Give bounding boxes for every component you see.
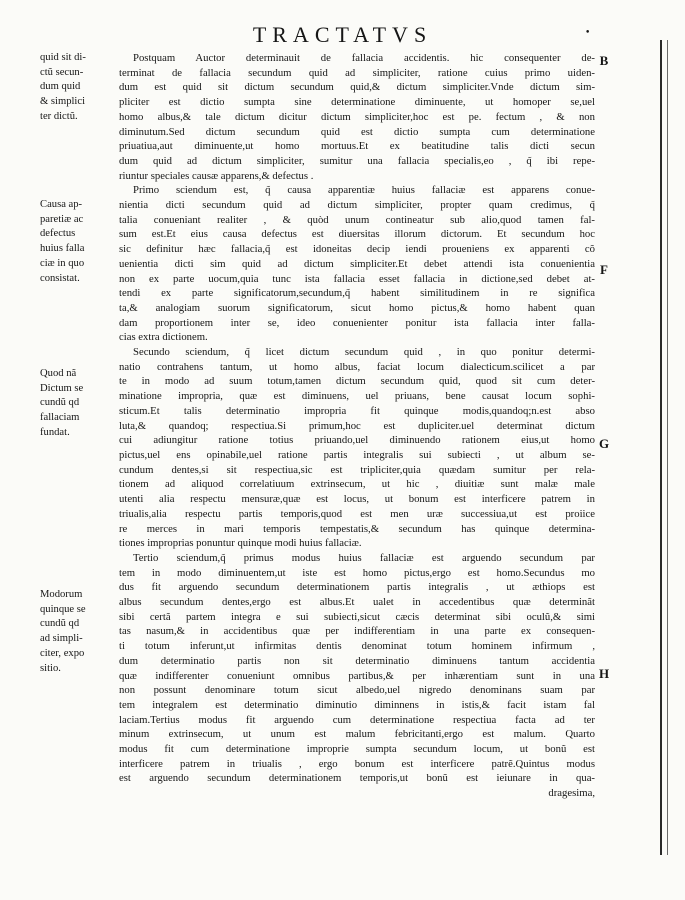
text-line: homo albus,& tale dictum dicitur dictum simpliciter,hoc est pe. fectum , & non <box>119 110 595 123</box>
text-line: pliciter est dictio sumpta sine determinatione diminuente, ut homoper se,uel <box>119 96 595 109</box>
text-line: tendi ex parte significatorum,secundum,q̃ habent similitudinem in re significa <box>119 287 595 300</box>
text-line: sic definitur hæc fallacia,q̃ est idoneitas decip iendi proueniens ex apparenti cõ <box>119 243 595 256</box>
marginal-line: ciæ in quo <box>40 257 85 269</box>
text-line: nientia dicti secundum quid ad dictum simpliciter, propter quam credimus, q̃ <box>119 199 595 212</box>
text-line: minum extrinsecum, ut unum est malum febricitanti,ergo est malum. Quarto <box>119 728 595 741</box>
text-line: talia conueniant realiter , & quòd unum contineatur sub alio,quod tamen fal- <box>119 213 595 226</box>
marginal-line: quid sit di- <box>40 52 86 63</box>
text-line: riuntur speciales causæ apparens,& defectus . <box>119 169 314 182</box>
text-line: cias extra dictionem. <box>119 331 208 344</box>
text-line: pictus,uel ens opinabile,uel ratione partis integralis sui subiecti , ut album se- <box>119 448 595 461</box>
gutter-rule <box>667 40 668 855</box>
text-line: modus fit cum determinatione improprie sumpta secundum locum, ut bonũ est <box>119 743 595 756</box>
text-line: terminat de fallacia secundum quid ad simpliciter, ratione cuius primo uiden- <box>119 66 595 79</box>
text-line: ta,& analogiam suorum significatorum, sicut homo pictus,& homo habent quan <box>119 301 595 314</box>
text-line: dum est quid sit dictum secundum quid,& dictum simpliciter.Vnde dictum sim- <box>119 81 595 94</box>
text-line: non possunt denominare totum sicut albedo,uel nigredo denominans suam par <box>119 684 595 697</box>
marginal-line: defectus <box>40 228 76 240</box>
text-line: diminutum.Sed dictum secundum quid est dictio sumpta cum determinatione <box>119 125 595 138</box>
text-line: cui adiungitur ratione totius priuando,uel diminuendo rationem eius,ut homo <box>119 434 595 447</box>
text-line: laciam.Tertius modus fit arguendo cum determinatione respectiua facta ad ter <box>119 713 595 726</box>
marginal-line: fallaciam <box>40 412 80 424</box>
text-line: sibi certã partem integra e sui subiecti,sicut cæcis determinat sibi oculũ,& simi <box>119 610 595 623</box>
text-line: albus secundum dentes,ergo est albus.Et ualet in accedentibus quæ determinãt <box>119 596 595 609</box>
marginal-line: ad simpli- <box>40 633 83 645</box>
marginal-line: & simplici <box>40 96 86 108</box>
marginal-line: ctũ secun- <box>40 66 84 78</box>
marginal-line: quinque se <box>40 603 86 615</box>
marginal-note-1 <box>40 51 122 125</box>
marginal-line: consistat. <box>40 272 80 284</box>
main-text <box>119 51 595 801</box>
text-line: te in modo ad suum totum,tamen dictum secundum quid, quod sit cum deter- <box>119 375 595 388</box>
marginal-line: paretiæ ac <box>40 213 84 225</box>
text-line: utenti alia respectu mensuræ,quæ est locus, ut bonum est interficere patrem in <box>119 493 595 506</box>
section-letter-f: F <box>600 262 608 277</box>
text-line: tionem ad aliquod correlatiuum extrinsecum, ut hic , diuitiæ sunt malæ male <box>119 478 595 491</box>
text-line: ti totum inferunt,ut infirmitas dentis denominat totum hominem infirmum , <box>119 640 595 653</box>
marginal-line: Dictum se <box>40 382 84 394</box>
text-line: dum determinatio partis non sit determinatio diminuens tantum accidentia <box>119 654 595 667</box>
text-line: dam proportionem inter se, ideo conuenienter ponitur ista fallacia inter falla- <box>119 316 595 329</box>
text-line: uenientia dicti sim quid ad dictum simpliciter.Et debet attendi ista conuenientia <box>119 257 595 270</box>
text-line: sum est.Et eius causa defectus est diuersitas illorum dictorum. Et secundum hoc <box>119 228 595 241</box>
text-line: tem integralem est determinatio diminutio diminnens in istis,& facit istam fal <box>119 698 595 711</box>
marginal-note-4 <box>40 588 122 676</box>
marginal-line: sitio. <box>40 662 61 674</box>
text-line: dus fit arguendo secundum determinationem partis integralis , ut æthiops est <box>119 581 595 594</box>
text-line: quæ indifferenter conueniunt omnibus partibus,& per inhærentiam sunt in una <box>119 669 595 682</box>
marginal-line: cundũ qd <box>40 397 80 409</box>
marginal-line: citer, expo <box>40 647 85 659</box>
text-line: cundum dentes,si sit respectiua,sic est tripliciter,quia quædam sumitur per rela- <box>119 463 595 476</box>
marginal-line: Quod nã <box>40 368 77 379</box>
text-line: Secundo sciendum, q̃ licet dictum secundum quid , in quo ponitur determi- <box>133 346 595 359</box>
text-line: Primo sciendum est, q̃ causa apparentiæ huius fallaciæ est apparens conue- <box>133 184 595 197</box>
marginal-line: huius falla <box>40 243 85 255</box>
marginal-note-2 <box>40 198 122 286</box>
text-line: est arguendo secundum determinationem temporis,ut bonũ est ieiunare in qua- <box>119 772 595 785</box>
text-line: interficere patrem in triualis , ergo bonum est interficere patrẽ.Quintus modus <box>119 757 595 770</box>
gutter-rule <box>660 40 662 855</box>
text-line: tiones improprias ponuntur quinque modi huius fallaciæ. <box>119 537 362 550</box>
section-letter-b: B <box>599 53 609 68</box>
marginal-line: Causa ap- <box>40 199 83 210</box>
section-letter-h: H <box>598 666 610 681</box>
section-letter-g: G <box>598 436 610 451</box>
text-line: dragesima, <box>548 787 595 800</box>
text-line: sticum.Et talis determinatio impropria fit quinque modis,quandoq;n.est abso <box>119 404 595 417</box>
text-line: Postquam Auctor determinauit de fallacia accidentis. hic consequenter de- <box>133 52 595 64</box>
text-line: priuatiua,aut diminuente,ut homo mortuus.Et ex beatitudine talis dicti secun <box>119 140 595 153</box>
text-line: minatione impropria, quæ est diminuens, uel priuans, bene causat locum sophi- <box>119 390 595 403</box>
marginal-line: Modorum <box>40 589 83 600</box>
text-line: triualis,alia respectu partis temporis,quod est men uræ successiua,ut est proiice <box>119 507 595 520</box>
text-line: re merces in mari temporis tempestatis,& secundum has quinque determina- <box>119 522 595 535</box>
header-dot: • <box>585 28 591 38</box>
marginal-line: dum quid <box>40 81 81 93</box>
text-line: tas nasum,& in accidentibus quæ per indifferentiam in una parte ex consequen- <box>119 625 595 638</box>
text-line: dum quid ad dictum simpliciter, sumitur una fallacia specialis,eo , q̃ ibi repe- <box>119 154 595 167</box>
marginal-line: fundat. <box>40 426 70 438</box>
text-line: non ex parte uocum,quia tunc ista fallacia esset fallacia in dictione,sed debet at- <box>119 272 595 285</box>
marginal-line: cundũ qd <box>40 618 80 630</box>
text-line: tem in modo diminuentem,ut iste est homo pictus,ergo est homo.Secundus mo <box>119 566 595 579</box>
marginal-line: ter dictũ. <box>40 110 78 122</box>
text-line: Tertio sciendum,q̃ primus modus huius fallaciæ est arguendo secundum par <box>133 551 595 564</box>
marginal-note-3 <box>40 367 122 441</box>
text-line: natio contrahens tantum, ut homo albus, faciat locum dialecticum.scilicet a par <box>119 360 595 373</box>
text-line: luta,& quandoq; respectiua.Si primum,hoc est dupliciter.uel determinat dictum <box>119 419 595 432</box>
running-header: TRACTATVS <box>252 22 433 47</box>
